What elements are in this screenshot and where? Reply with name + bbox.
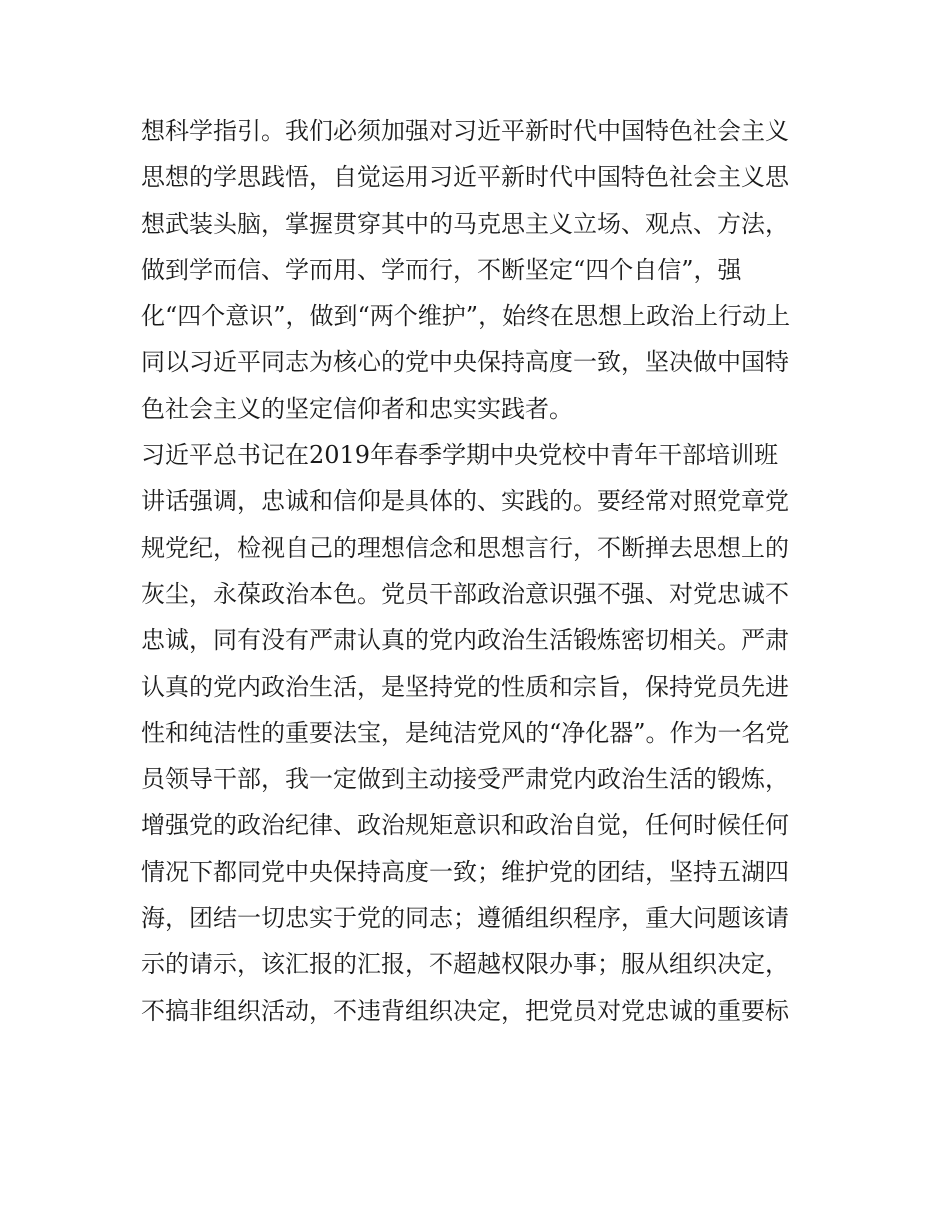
text-line: 认真的党内政治生活，是坚持党的性质和宗旨，保持党员先进 [141, 672, 789, 701]
text-line: 不搞非组织活动，不违背组织决定，把党员对党忠诚的重要标 [141, 996, 789, 1025]
text-line: 习近平总书记在2019年春季学期中央党校中青年干部培训班 [141, 441, 779, 470]
text-line: 海，团结一切忠实于党的同志；遵循组织程序，重大问题该请 [141, 904, 789, 933]
text-line: 思想的学思践悟，自觉运用习近平新时代中国特色社会主义思 [141, 163, 789, 192]
text-line: 想科学指引。我们必须加强对习近平新时代中国特色社会主义 [141, 117, 789, 145]
text-line: 规党纪，检视自己的理想信念和思想言行，不断掸去思想上的 [141, 533, 789, 562]
text-line: 增强党的政治纪律、政治规矩意识和政治自觉，任何时候任何 [141, 811, 789, 840]
text-line: 想武装头脑，掌握贯穿其中的马克思主义立场、观点、方法， [141, 209, 789, 238]
body-text [141, 108, 813, 1034]
text-line: 讲话强调，忠诚和信仰是具体的、实践的。要经常对照党章党 [141, 487, 789, 516]
text-line: 性和纯洁性的重要法宝，是纯洁党风的“净化器”。作为一名党 [141, 718, 790, 747]
text-line: 情况下都同党中央保持高度一致；维护党的团结，坚持五湖四 [141, 857, 789, 886]
text-line: 忠诚，同有没有严肃认真的党内政治生活锻炼密切相关。严肃 [141, 626, 789, 655]
text-line: 做到学而信、学而用、学而行，不断坚定“四个自信”，强 [141, 255, 742, 284]
text-line: 灰尘，永葆政治本色。党员干部政治意识强不强、对党忠诚不 [141, 579, 789, 608]
text-line: 示的请示，该汇报的汇报，不超越权限办事；服从组织决定， [141, 950, 789, 979]
text-line: 同以习近平同志为核心的党中央保持高度一致，坚决做中国特 [141, 348, 789, 377]
text-line: 化“四个意识”，做到“两个维护”，始终在思想上政治上行动上 [141, 302, 791, 331]
text-line: 员领导干部，我一定做到主动接受严肃党内政治生活的锻炼， [141, 765, 789, 794]
text-line: 色社会主义的坚定信仰者和忠实实践者。 [141, 394, 573, 423]
